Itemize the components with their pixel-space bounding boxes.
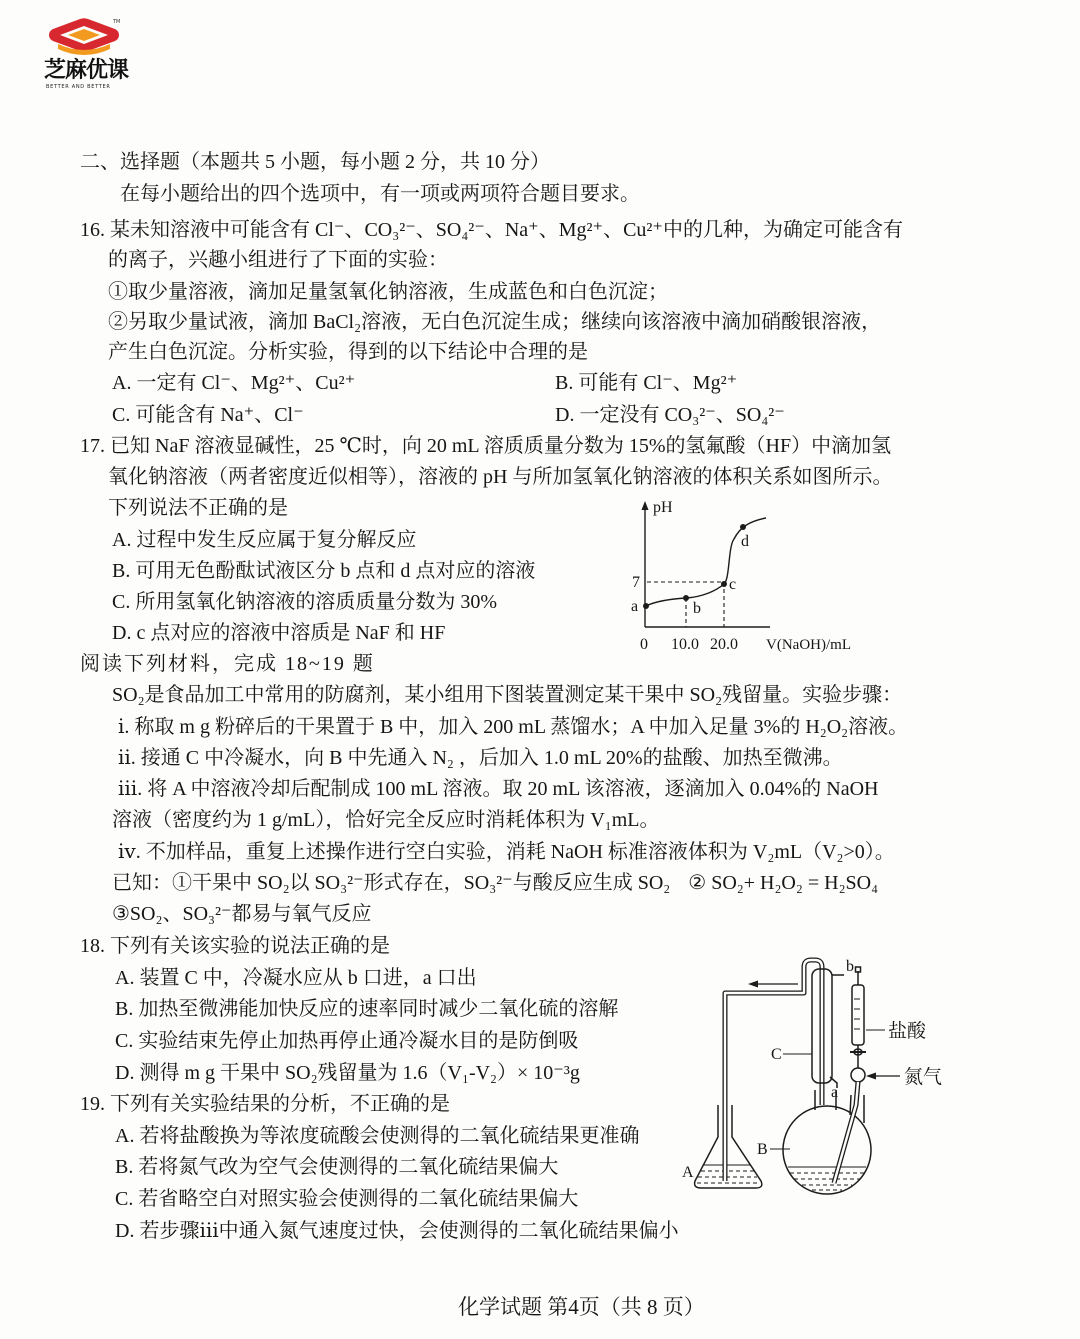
- y-tick-7: 7: [632, 574, 640, 591]
- point-a-label: a: [631, 598, 639, 615]
- material-step-2: ⅱ. 接通 C 中冷凝水，向 B 中先通入 N₂ ，后加入 1.0 mL 20%的盐酸、加热至微沸。: [118, 747, 843, 769]
- q16-option-c: C. 可能含有 Na⁺、Cl⁻: [112, 404, 304, 426]
- material-step-3: ⅲ. 将 A 中溶液冷却后配制成 100 mL 溶液。取 20 mL 该溶液，逐滴加入 0.04%的 NaOH: [118, 778, 879, 800]
- q19-option-b: B. 若将氮气改为空气会使测得的二氧化硫结果偏大: [115, 1156, 559, 1178]
- q16-stem-line: ②另取少量试液，滴加 BaCl₂溶液，无白色沉淀生成；继续向该溶液中滴加硝酸银溶液，: [108, 311, 882, 333]
- x-tick-10: 10.0: [671, 636, 699, 653]
- q17-option-a: A. 过程中发生反应属于复分解反应: [112, 529, 417, 551]
- point-a-marker: [643, 603, 649, 609]
- material-step-1: ⅰ. 称取 m g 粉碎后的干果置于 B 中，加入 200 mL 蒸馏水；A 中加入足量 3%的 H₂O₂溶液。: [118, 716, 909, 738]
- flask-a-label: A: [682, 1164, 694, 1181]
- q17-stem-line: 17. 已知 NaF 溶液显碱性，25 ℃时，向 20 mL 溶质质量分数为 15%的氢氟酸（HF）中滴加氢: [80, 435, 892, 457]
- point-b-label: b: [693, 600, 701, 617]
- page-footer: 化学试题 第4页（共 8 页）: [458, 1295, 705, 1319]
- x-tick-0: 0: [640, 636, 648, 653]
- material-intro: SO₂是食品加工中常用的防腐剂，某小组用下图装置测定某干果中 SO₂残留量。实验步骤：: [112, 684, 903, 706]
- point-d-marker: [740, 524, 746, 530]
- port-b-label: b: [846, 958, 854, 975]
- q16-stem-line: ①取少量溶液，滴加足量氢氧化钠溶液，生成蓝色和白色沉淀；: [108, 281, 668, 303]
- x-axis-label: V(NaOH)/mL: [766, 637, 851, 653]
- known-fact-1: 已知：①干果中 SO₂以 SO₃²⁻形式存在，SO₃²⁻与酸反应生成 SO₂: [112, 872, 671, 894]
- q17-stem-line: 下列说法不正确的是: [108, 497, 288, 519]
- flask-a: [695, 1105, 762, 1188]
- logo-trademark: TM: [113, 19, 121, 25]
- material-step-3-cont: 溶液（密度约为 1 g/mL），恰好完全反应时消耗体积为 V₁mL。: [112, 809, 660, 831]
- q16-stem-line: 16. 某未知溶液中可能含有 Cl⁻、CO₃²⁻、SO₄²⁻、Na⁺、Mg²⁺、Cu²⁺中的几种，为确定可能含有: [80, 219, 903, 241]
- point-d-label: d: [741, 533, 749, 550]
- q18-stem: 18. 下列有关该实验的说法正确的是: [80, 935, 390, 957]
- section-instruction: 在每小题给出的四个选项中，有一项或两项符合题目要求。: [120, 183, 640, 205]
- hcl-label: 盐酸: [888, 1021, 927, 1042]
- q19-option-d: D. 若步骤ⅲ中通入氮气速度过快，会使测得的二氧化硫结果偏小: [115, 1220, 679, 1242]
- point-b-marker: [683, 595, 689, 601]
- n2-flow-arrow-icon: [866, 1073, 900, 1080]
- titration-curve: [646, 518, 766, 606]
- q16-stem-line: 的离子，兴趣小组进行了下面的实验：: [108, 249, 448, 271]
- y-axis-label: pH: [653, 499, 673, 516]
- q18-option-d: D. 测得 m g 干果中 SO₂残留量为 1.6（V₁-V₂）× 10⁻³g: [115, 1062, 580, 1084]
- known-fact-3: ③SO₂、SO₃²⁻都易与氧气反应: [112, 903, 372, 925]
- q17-option-b: B. 可用无色酚酞试液区分 b 点和 d 点对应的溶液: [112, 560, 536, 582]
- port-a-label: a: [831, 1084, 839, 1101]
- logo-slogan: BETTER AND BETTER: [46, 84, 111, 90]
- x-tick-20: 20.0: [710, 636, 738, 653]
- logo-mark-icon: [44, 16, 124, 58]
- logo-brand-name: 芝麻优课: [44, 58, 129, 83]
- point-c-label: c: [729, 576, 737, 593]
- q17-option-d: D. c 点对应的溶液中溶质是 NaF 和 HF: [112, 622, 446, 644]
- apparatus-diagram: [670, 955, 960, 1205]
- material-step-4: ⅳ. 不加样品，重复上述操作进行空白实验，消耗 NaOH 标准溶液体积为 V₂mL（V₂>0）。: [118, 841, 895, 863]
- flask-b-label: B: [757, 1141, 768, 1158]
- y-axis-arrow-icon: [642, 501, 649, 510]
- q19-stem: 19. 下列有关实验结果的分析，不正确的是: [80, 1093, 450, 1115]
- q16-stem-line: 产生白色沉淀。分析实验，得到的以下结论中合理的是: [108, 341, 588, 363]
- n2-inlet-bulb: [851, 1068, 865, 1082]
- material-title: 阅读下列材料，完成 18~19 题: [80, 653, 375, 675]
- q18-option-c: C. 实验结束先停止加热再停止通冷凝水目的是防倒吸: [115, 1030, 579, 1052]
- q16-option-a: A. 一定有 Cl⁻、Mg²⁺、Cu²⁺: [112, 372, 356, 394]
- material-known-line: [112, 871, 878, 895]
- dropping-funnel: [850, 967, 866, 1068]
- condenser-c-label: C: [771, 1046, 782, 1063]
- q18-option-b: B. 加热至微沸能加快反应的速率同时减少二氧化硫的溶解: [115, 998, 619, 1020]
- q18-option-a: A. 装置 C 中，冷凝水应从 b 口进，a 口出: [115, 967, 477, 989]
- known-fact-2: ② SO₂+ H₂O₂ = H₂SO₄: [688, 872, 879, 894]
- q16-option-b: B. 可能有 Cl⁻、Mg²⁺: [555, 372, 738, 394]
- q19-option-a: A. 若将盐酸换为等浓度硫酸会使测得的二氧化硫结果更准确: [115, 1125, 640, 1147]
- q19-option-c: C. 若省略空白对照实验会使测得的二氧化硫结果偏大: [115, 1188, 579, 1210]
- q17-option-c: C. 所用氢氧化钠溶液的溶质质量分数为 30%: [112, 591, 497, 613]
- q16-option-d: D. 一定没有 CO₃²⁻、SO₄²⁻: [555, 404, 785, 426]
- gas-flow-arrow-icon: [748, 981, 798, 988]
- flask-b: [783, 1106, 871, 1194]
- point-c-marker: [721, 581, 727, 587]
- ph-titration-figure: [620, 495, 870, 660]
- q17-stem-line: 氧化钠溶液（两者密度近似相等），溶液的 pH 与所加氢氧化钠溶液的体积关系如图所示。: [108, 466, 893, 488]
- section-heading: 二、选择题（本题共 5 小题，每小题 2 分，共 10 分）: [80, 151, 550, 173]
- n2-label: 氮气: [904, 1067, 943, 1088]
